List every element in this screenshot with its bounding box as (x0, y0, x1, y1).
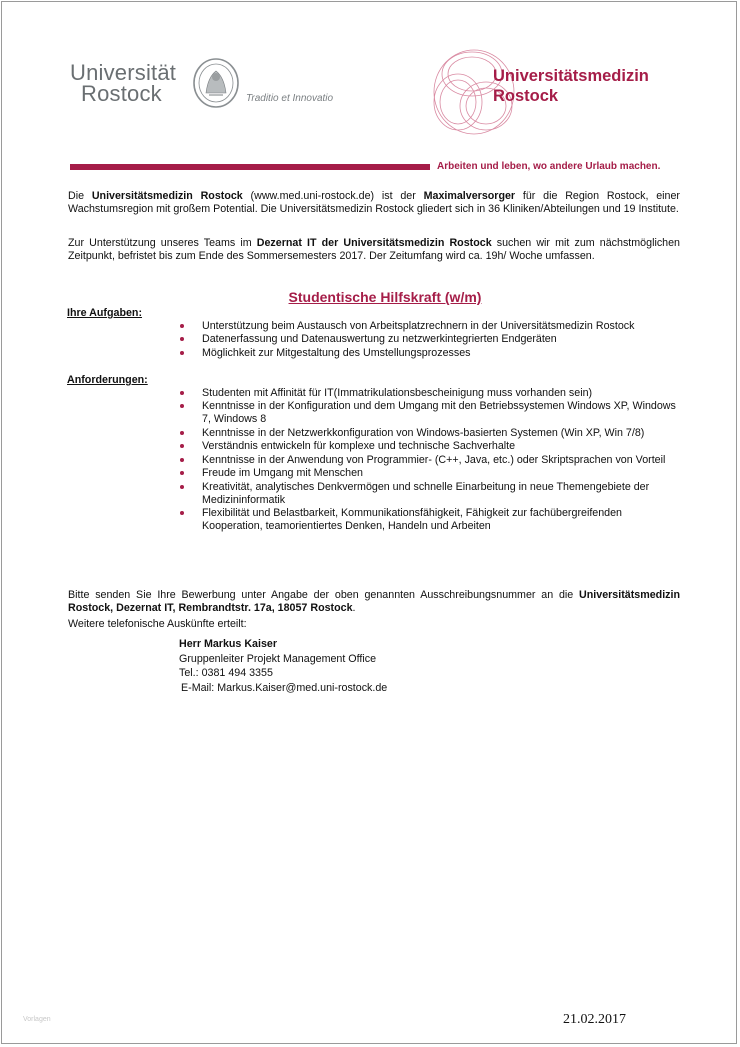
phone-info-text: Weitere telefonische Auskünfte erteilt: (68, 618, 247, 630)
bold-span: Universitätsmedizin Rostock (91, 190, 243, 202)
medical-center-name-line2: Rostock (493, 87, 559, 105)
requirements-list (178, 387, 678, 533)
bullet-icon (180, 351, 184, 355)
bullet-icon (180, 444, 184, 448)
text-span: (www.med.uni-rostock.de) ist der (242, 190, 424, 202)
text-span: suchen wir mit zum nächstmöglichen Zeitpunkt, befristet bis zum Ende des Sommersemesters 2017. Der Zeitumfang wird ca. 19h/ Woche umfassen. (68, 237, 680, 263)
text-span: Bitte senden Sie Ihre Bewerbung unter Angabe der oben genannten Ausschreibungsnummer an die (68, 589, 580, 601)
university-logo-text (70, 62, 176, 104)
bullet-icon (180, 391, 184, 395)
bullet-icon (180, 511, 184, 515)
text-span: . (352, 602, 356, 615)
list-item (178, 440, 678, 453)
list-item (178, 387, 678, 400)
intro-paragraph-2 (68, 237, 680, 264)
bold-span: Maximalversorger (423, 190, 516, 202)
job-title: Studentische Hilfskraft (w/m) (288, 289, 482, 305)
list-item-text: Unterstützung beim Austausch von Arbeitsplatzrechnern in der Universitätsmedizin Rostock (202, 320, 635, 332)
list-item-text: Möglichkeit zur Mitgestaltung des Umstellungsprozesses (202, 346, 471, 359)
contact-role: Gruppenleiter Projekt Management Office (179, 653, 377, 665)
bullet-icon (180, 458, 184, 462)
contact-email: E-Mail: Markus.Kaiser@med.uni-rostock.de (181, 682, 388, 694)
footer-date: 21.02.2017 (563, 1012, 626, 1027)
list-item (178, 467, 678, 480)
bullet-icon (180, 324, 184, 328)
header-divider-bar (70, 164, 430, 170)
intro-paragraph-1 (68, 190, 680, 217)
tasks-list (178, 320, 678, 360)
list-item-text: Flexibilität und Belastbarkeit, Kommunikationsfähigkeit, Fähigkeit zur fachübergreifenden Kooperation, teamorientiertes Denken, Handeln und Arbeiten (202, 506, 623, 532)
medical-center-logo-text (493, 66, 649, 106)
application-paragraph (68, 589, 680, 616)
list-item (178, 333, 678, 346)
university-seal-icon (192, 57, 240, 109)
list-item-text: Kenntnisse in der Anwendung von Programmier- (C++, Java, etc.) oder Skriptsprachen von Vorteil (202, 453, 666, 466)
contact-name: Herr Markus Kaiser (179, 638, 278, 650)
list-item-text: Studenten mit Affinität für IT(Immatrikulationsbescheinigung muss vorhanden sein) (202, 387, 593, 399)
list-item-text: Datenerfassung und Datenauswertung zu netzwerkintegrierten Endgeräten (202, 333, 557, 346)
list-item (178, 320, 678, 333)
university-motto: Traditio et Innovatio (246, 93, 334, 104)
list-item (178, 454, 678, 467)
university-name-line2: Rostock (81, 81, 162, 106)
header-slogan: Arbeiten und leben, wo andere Urlaub machen. (437, 161, 661, 172)
university-name-line1: Universität (70, 60, 177, 85)
list-item (178, 400, 678, 426)
text-span: Die (68, 190, 92, 202)
list-item (178, 427, 678, 440)
text-span: für die Region Rostock, einer Wachstumsregion mit großem Potential. Die Universitätsmedizin Rostock gliedert sich in 36 Kliniken/Abteilungen und 19 Institute. (68, 190, 680, 216)
list-item-text: Freude im Umgang mit Menschen (202, 467, 363, 480)
text-span: Zur Unterstützung unseres Teams im (68, 237, 257, 249)
list-item (178, 507, 678, 533)
footer-watermark: Vorlagen (23, 1016, 51, 1023)
bullet-icon (180, 404, 184, 408)
bullet-icon (180, 431, 184, 435)
requirements-heading: Anforderungen: (67, 374, 148, 386)
list-item-text: Verständnis entwickeln für komplexe und technische Sachverhalte (202, 440, 516, 453)
contact-phone: Tel.: 0381 494 3355 (179, 667, 273, 679)
list-item (178, 481, 678, 507)
list-item-text: Kenntnisse in der Konfiguration und dem Umgang mit den Betriebssystemen Windows XP, Windows 7, Windows 8 (202, 400, 676, 426)
bullet-icon (180, 337, 184, 341)
tasks-heading: Ihre Aufgaben: (67, 307, 143, 319)
bullet-icon (180, 471, 184, 475)
bold-span: Dezernat IT der Universitätsmedizin Rostock (256, 237, 492, 249)
bold-span: Universitätsmedizin Rostock, Dezernat IT, Rembrandtstr. 17a, 18057 Rostock (68, 589, 680, 615)
list-item-text: Kreativität, analytisches Denkvermögen und schnelle Einarbeitung in neue Themengebiete der Medizininformatik (202, 480, 650, 506)
list-item (178, 347, 678, 360)
list-item-text: Kenntnisse in der Netzwerkkonfiguration von Windows-basierten Systemen (Win XP, Win 7/8) (202, 426, 645, 439)
medical-center-name-line1: Universitätsmedizin (493, 67, 649, 85)
bullet-icon (180, 485, 184, 489)
